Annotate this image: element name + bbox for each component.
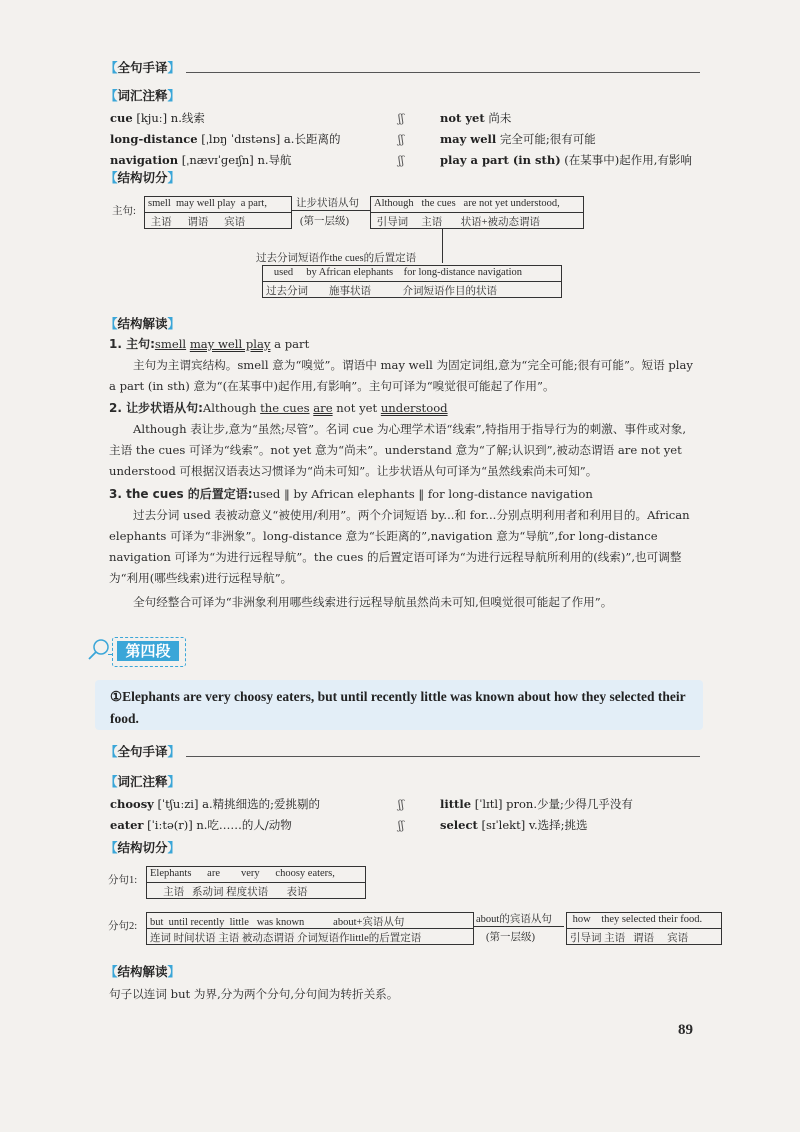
- page-number: 89: [678, 1022, 693, 1038]
- about-clause-arrow: [474, 926, 564, 927]
- concession-label: 让步状语从句: [296, 198, 359, 209]
- clause2-box: [146, 912, 474, 945]
- vocab-divider-ornament: ʃʃ ʃʃ ʃʃ: [398, 112, 404, 167]
- about-clause-level: (第一层级): [486, 932, 535, 943]
- main-clause-roles: 主语 谓语 宾语: [150, 217, 246, 228]
- vocab-entry: not yet 尚未: [440, 111, 512, 125]
- analysis-heading: 【结构解读】: [105, 964, 181, 979]
- vocab-list-left: [110, 108, 340, 171]
- target-sentence: ①Elephants are very choosy eaters, but until recently little was known about how they selected their food.: [110, 689, 686, 726]
- concession-clause-box: [370, 196, 584, 229]
- about-clause-box: [566, 912, 722, 945]
- concession-arrow: [292, 210, 370, 211]
- about-clause-words: how they selected their food.: [567, 913, 721, 929]
- analysis-postmodifier: 3. the cues 的后置定语:used ‖ by African elephants ‖ for long-distance navigation 过去分词 used 表被动意义“被使用/利用”。两个介词短语 by...和 for...分别点明利用者和利用目的。African elephants 可译为“非洲象”。long-distance 意为“长距离的”,navigation 意为“导航”,for long-distance navigation 可译为“为进行远程导航”。the cues 的后置定语可译为“为进行远程导航所利用的(线索)”,也可调整为“利用(哪些线索)进行远程导航”。: [109, 487, 690, 585]
- vocab-entry: cue [kjuː] n.线索: [110, 111, 205, 125]
- analysis-body: 句子以连词 but 为界,分为两个分句,分句间为转折关系。: [109, 987, 399, 1001]
- vocab-entry: play a part (in sth) (在某事中)起作用,有影响: [440, 153, 692, 167]
- about-clause-label: about的宾语从句: [476, 914, 552, 925]
- main-clause-label: 主句:: [112, 206, 136, 217]
- clause1-label: 分句1:: [108, 875, 138, 886]
- analysis-main-clause: 1. 主句:smell may well play a part 主句为主谓宾结构。smell 意为“嗅觉”。谓语中 may well 为固定词组,意为“完全可能;很有可能”。短语 play a part (in sth) 意为“(在某事中)起作用,有影响”。主句可译为“嗅觉很可能起了作用”。: [109, 337, 693, 393]
- concession-clause-roles: 引导词 主语 状语+被动态谓语: [376, 217, 541, 228]
- structure-heading: 【结构切分】: [105, 840, 181, 855]
- vocab-list-left: [110, 794, 320, 836]
- postmodifier-box: [262, 265, 562, 298]
- vocab-entry: navigation [ˌnævɪˈɡeɪʃn] n.导航: [110, 153, 292, 167]
- clause2-label: 分句2:: [108, 921, 138, 932]
- vocab-entry: choosy [ˈtʃuːzi] a.精挑细选的;爱挑剔的: [110, 797, 320, 811]
- concession-level: (第一层级): [300, 216, 349, 227]
- vocab-entry: select [sɪˈlekt] v.选择;挑选: [440, 818, 588, 832]
- vocab-list-right: [440, 794, 633, 836]
- analysis-full-translation: 全句经整合可译为“非洲象利用哪些线索进行远程导航虽然尚未可知,但嗅觉很可能起了作用”。: [133, 595, 613, 609]
- concession-clause-words: Although the cues are not yet understood,: [371, 197, 583, 213]
- vocab-entry: eater [ˈiːtə(r)] n.吃……的人/动物: [110, 818, 292, 832]
- section-title: 第四段: [117, 641, 179, 661]
- about-clause-roles: 引导词 主语 谓语 宾语: [570, 933, 689, 944]
- clause1-words: Elephants are very choosy eaters,: [147, 867, 365, 883]
- main-clause-words: smell may well play a part,: [145, 197, 291, 213]
- full-translation-heading: 【全句手译】: [105, 744, 181, 759]
- postmodifier-arrow: [442, 229, 443, 263]
- vocab-divider-ornament: ʃʃ ʃʃ: [398, 798, 404, 832]
- analysis-heading: 【结构解读】: [105, 316, 181, 331]
- structure-heading: 【结构切分】: [105, 170, 181, 185]
- clause2-words: but until recently little was known about+宾语从句: [147, 913, 473, 929]
- search-icon: [86, 637, 112, 667]
- clause1-box: [146, 866, 366, 899]
- vocab-entry: may well 完全可能;很有可能: [440, 132, 596, 146]
- translation-blank-line: [186, 72, 700, 73]
- postmodifier-roles: 过去分词 施事状语 介词短语作目的状语: [266, 286, 497, 297]
- clause1-roles: 主语 系动词 程度状语 表语: [163, 887, 308, 898]
- vocab-list-right: [440, 108, 692, 171]
- translation-blank-line: [186, 756, 700, 757]
- vocab-heading: 【词汇注释】: [105, 88, 181, 103]
- vocab-entry: long-distance [ˌlɒŋ ˈdɪstəns] a.长距离的: [110, 132, 341, 146]
- analysis-concession: 2. 让步状语从句:Although the cues are not yet understood Although 表让步,意为“虽然;尽管”。名词 cue 为心理学术语“线索”,特指用于指导行为的刺激、事件或对象,主语 the cues 可译为“线索”。not yet 意为“尚未”。understand 意为“了解;认识到”,被动态谓语 are not yet understood 可根据汉语表达习惯译为“尚未可知”。让步状语从句可译为“虽然线索尚未可知”。: [109, 401, 687, 478]
- postmodifier-label: 过去分词短语作the cues的后置定语: [256, 253, 417, 264]
- clause2-roles: 连词 时间状语 主语 被动态谓语 介词短语作little的后置定语: [150, 933, 422, 944]
- postmodifier-words: used by African elephants for long-distance navigation: [263, 266, 561, 282]
- vocab-heading: 【词汇注释】: [105, 774, 181, 789]
- vocab-entry: little [ˈlɪtl] pron.少量;少得几乎没有: [440, 797, 633, 811]
- main-clause-box: [144, 196, 292, 229]
- full-translation-heading: 【全句手译】: [105, 60, 181, 75]
